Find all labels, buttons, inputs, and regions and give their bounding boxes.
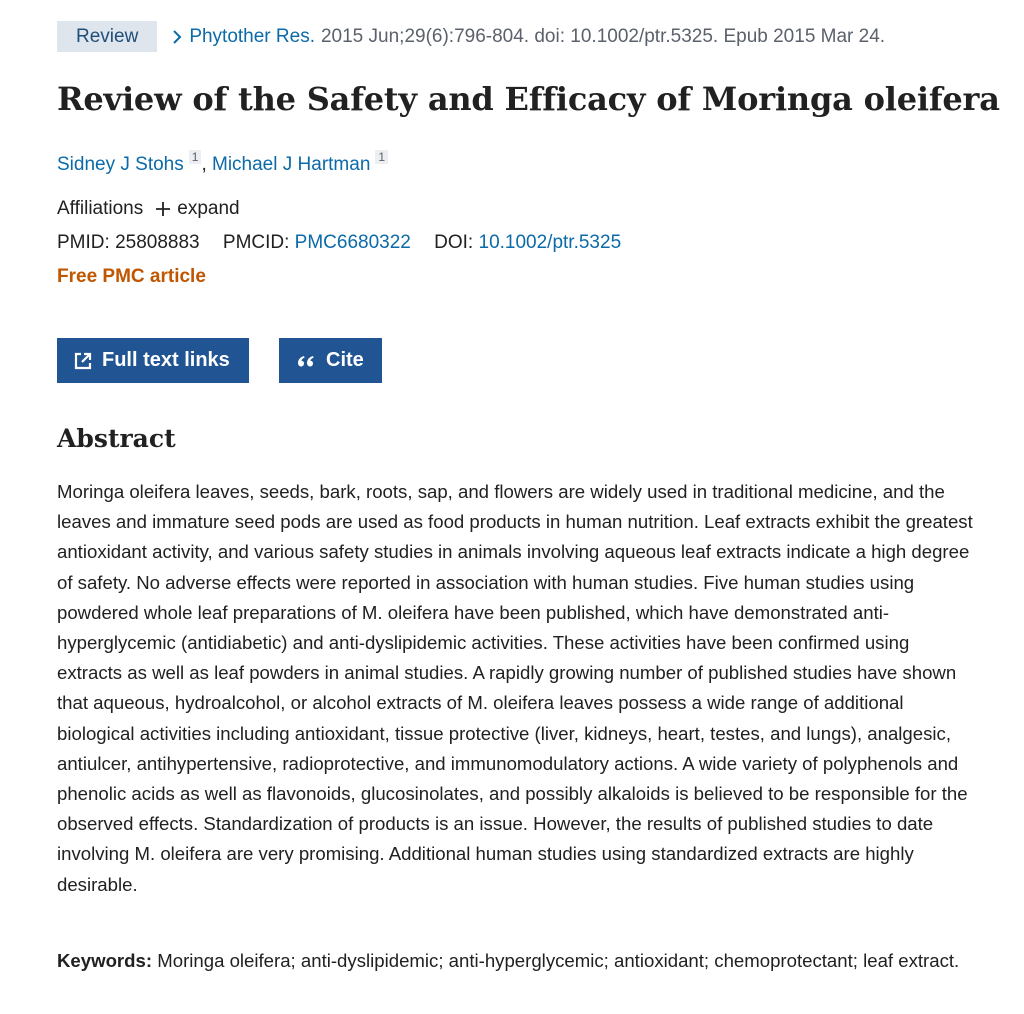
identifiers-row: [57, 232, 621, 254]
citation-details: 2015 Jun;29(6):796-804. doi: 10.1002/ptr.5325. Epub 2015 Mar 24.: [320, 25, 886, 47]
author-list: [57, 150, 388, 176]
author-link-1[interactable]: Sidney J Stohs: [57, 154, 184, 175]
full-text-links-label: Full text links: [102, 349, 230, 371]
page-title: Review of the Safety and Efficacy of Moringa oleifera: [57, 80, 1000, 118]
pmid-label: PMID:: [57, 232, 110, 253]
abstract-text: Moringa oleifera leaves, seeds, bark, roots, sap, and flowers are widely used in traditional medicine, and the leaves and immature seed pods are used as food products in human nutrition. Leaf extracts exhibit the greatest antioxidant activity, and various safety studies in animals involving aqueous leaf extracts indicate a high degree of safety. No adverse effects were reported in association with human studies. Five human studies using powdered whole leaf preparations of M. oleifera have been published, which have demonstrated anti-hyperglycemic (antidiabetic) and anti-dyslipidemic activities. These activities have been confirmed using extracts as well as leaf powders in animal studies. A rapidly growing number of published studies have shown that aqueous, hydroalcohol, or alcohol extracts of M. oleifera leaves possess a wide range of additional biological activities including antioxidant, tissue protective (liver, kidneys, heart, testes, and lungs), analgesic, antiulcer, antihypertensive, radioprotective, and immunomodulatory actions. A wide variety of polyphenols and phenolic acids as well as flavonoids, glucosinolates, and possibly alkaloids is believed to be responsible for the observed effects. Standardization of products is an issue. However, the results of published studies to date involving M. oleifera are very promising. Additional human studies using standardized extracts are highly desirable.: [57, 481, 973, 895]
chevron-right-icon: [171, 29, 183, 45]
expand-affiliations-button[interactable]: [155, 198, 239, 220]
cite-button[interactable]: [279, 338, 382, 383]
pmid-value: 25808883: [115, 232, 200, 253]
quote-icon: [296, 353, 316, 369]
doi-link[interactable]: 10.1002/ptr.5325: [478, 232, 622, 253]
affiliations-label: Affiliations: [57, 198, 144, 219]
free-pmc-article-label: Free PMC article: [57, 266, 206, 287]
pmcid-link[interactable]: PMC6680322: [294, 232, 411, 253]
abstract-heading: Abstract: [57, 424, 176, 453]
plus-icon: [155, 201, 171, 217]
pmcid-label: PMCID:: [222, 232, 290, 253]
author-link-2[interactable]: Michael J Hartman: [212, 154, 371, 175]
affiliation-marker-2[interactable]: 1: [375, 150, 388, 164]
affiliation-marker-1[interactable]: 1: [189, 150, 202, 164]
cite-label: Cite: [326, 349, 364, 371]
keywords-label: Keywords:: [57, 950, 153, 971]
author-separator: ,: [201, 154, 207, 175]
journal-link[interactable]: Phytother Res.: [189, 25, 315, 47]
affiliations-row: [57, 198, 240, 220]
keywords-text: Moringa oleifera; anti-dyslipidemic; anti-hyperglycemic; antioxidant; chemoprotectant; leaf extract.: [157, 950, 960, 971]
keywords: [57, 946, 977, 976]
citation-line: [57, 21, 885, 52]
full-text-links-button[interactable]: [57, 338, 249, 383]
publication-type-badge: Review: [57, 21, 157, 52]
expand-label: expand: [177, 198, 240, 219]
doi-label: DOI:: [434, 232, 474, 253]
external-link-icon: [74, 352, 92, 370]
